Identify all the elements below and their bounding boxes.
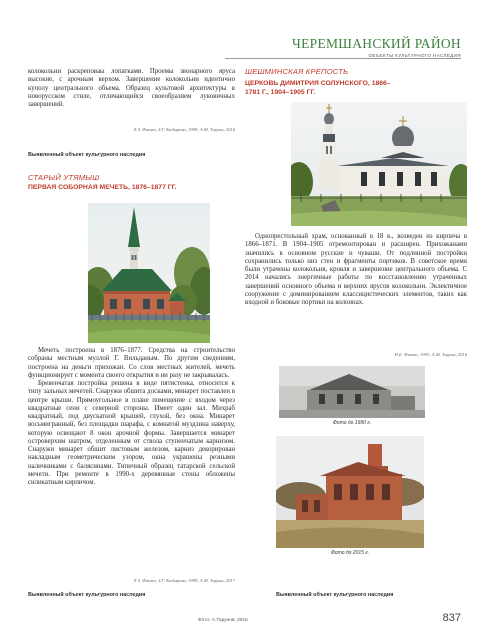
church-title: ЦЕРКОВЬ ДИМИТРИЯ СОЛУНСКОГО, 1866–1781 Г., 1904–1905 ГГ. [245,80,391,96]
header-divider [225,58,461,59]
mosque-credit: Л.З. Фашко, З.Г. Кадырова, 1999; А.М. Таруни, 2017 [133,578,235,583]
heritage-label-mosque: Выявленный объект культурного наследия [28,592,146,598]
mosque-paragraph-2: Бревенчатая постройка решена в виде пятистенка, относится к типу зальных мечетей. Снаружи обшита досками, минарет поставлен в центре крыши. Прямоугольное в плане помещение с входом через квадратные сени с северной стороны. Имеет один зал. Михраб квадратный, под двускатной крышей, глухой, без окна. Минарет восьмигранный, без площадки шарафа, с комнатой муэдзина наверху, которую освещают 8 окон арочной формы. Завершается минарет островерхим шатром, отделенным от ствола ступенчатым карнизом. Снаружи минарет обшит листовым железом, карниз декорирован накладным геометрическим узором, окна украшены резными наличниками с балясинами. Типичный образец татарской сельской мечети. При ремонте в 1990-х деревянные стены обложены силикатным кирпичом. [28,380,235,486]
church-credit: Н.Б. Фашко, 1993; А.М. Таруни, 2016 [394,352,467,357]
mosque-village-heading: СТАРЫЙ УТЯМЫШ [28,173,100,182]
church-photo-1990 [279,366,425,418]
section-header [292,36,461,58]
mosque-illustration [88,203,210,343]
church-description [245,233,467,307]
church-photo-2015 [276,436,424,548]
region-title: ЧЕРЕМШАНСКИЙ РАЙОН [292,36,461,51]
mosque-photo [88,203,210,343]
mosque-title: ПЕРВАЯ СОБОРНАЯ МЕЧЕТЬ, 1876–1877 ГГ. [28,184,177,191]
church-restored-illustration [291,102,467,226]
section-subtitle: ОБЪЕКТЫ КУЛЬТУРНОГО НАСЛЕДИЯ [368,53,461,58]
church-village-heading: ШЕШМИНСКАЯ КРЕПОСТЬ [245,67,349,76]
heritage-label-church: Выявленный объект культурного наследия [276,592,394,598]
church-paragraph-1: Однопрестольный храм, основанный в 18 в., возведен из кирпича в 1866–1871. В 1904–1905 отремонтирован и расширен. Прихожанами значились в основном русские и чуваши. От подлинной постройки сохранились только низ стен и фрагменты портиков. В советское время были утрачены колокольня, кровля и завершение центрального объема. С 2014 начались энергичные работы по восстановлению утраченных завершений основного объема и верхних ярусов колокольни. Эклектичное сооружение с доминированием классицистических элементов, таких как входной и боковые портики на колоннах. [245,233,467,306]
footer-photo-credit: Фото: А.Тарунов, 2015 [198,618,248,623]
church-1990-illustration [279,366,425,418]
church-continued-text [28,68,235,109]
photo-2015-caption: Фото до 2015 г. [330,550,370,556]
church-photo-restored [291,102,467,226]
church-continued-paragraph: колокольни раскреповаы лопатками. Проемы звонарного яруса высокие, с арочным верхом. Завершение колокольни идентично куполу центрального объема. Образец культовой архитектуры в новорусском стиле, отличающийся своеобразием луковичных завершений. [28,68,235,108]
mosque-paragraph-1: Мечеть построена в 1876–1877. Средства на строительство собраны местным муллой Г. Вильданым. По другим сведениям, построена на деньги прихожан. Со слов местных жителей, мечеть функционирует с момента своего открытия и ни разу не закрывалась. [28,347,235,379]
page-number: 837 [442,612,461,624]
church-top-credit: Л.З. Фашко, З.Г. Кадырова, 1999; А.М. Таруни, 2016 [133,127,235,132]
heritage-label-top: Выявленный объект культурного наследия [28,152,146,158]
mosque-description [28,347,235,487]
photo-1990-caption: Фото до 1990 г. [332,420,372,426]
church-2015-illustration [276,436,424,548]
